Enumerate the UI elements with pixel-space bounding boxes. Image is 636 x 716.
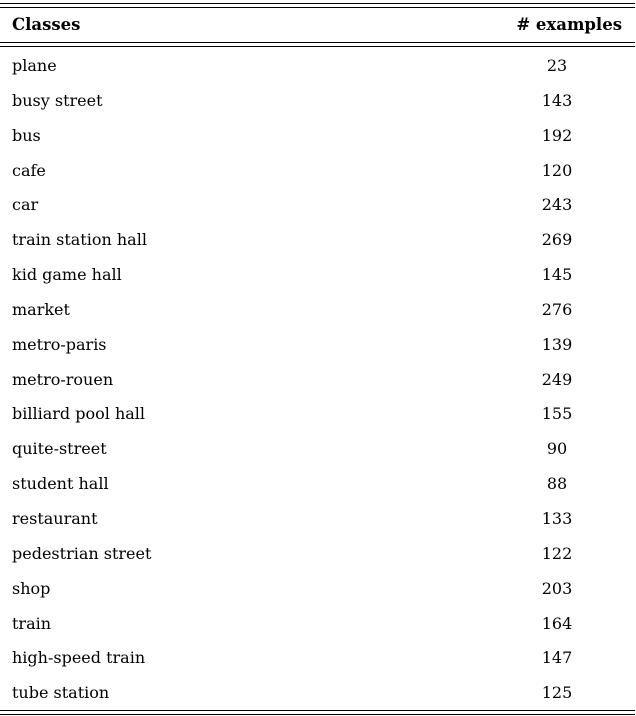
table-row — [0, 467, 635, 502]
example-count-cell: 133 — [541, 508, 573, 528]
example-count-cell: 192 — [541, 125, 573, 145]
class-name-cell: car — [12, 195, 39, 215]
table-row — [0, 119, 635, 154]
top-rule-outer — [0, 3, 635, 4]
example-count-cell: 125 — [541, 683, 573, 703]
table-row — [0, 223, 635, 258]
table-row — [0, 154, 635, 189]
bottom-rule-outer — [0, 710, 635, 711]
class-name-cell: restaurant — [12, 508, 98, 528]
table-row — [0, 676, 635, 711]
example-count-cell: 122 — [541, 543, 573, 563]
table-row — [0, 363, 635, 398]
class-name-cell: busy street — [12, 90, 103, 110]
table-row — [0, 502, 635, 537]
class-name-cell: plane — [12, 56, 57, 75]
table-row — [0, 641, 635, 676]
table-row — [0, 49, 635, 84]
example-count-cell: 243 — [541, 195, 573, 215]
class-name-cell: train station hall — [12, 230, 147, 250]
table-row — [0, 397, 635, 432]
header-classes: Classes — [12, 15, 81, 34]
class-name-cell: bus — [12, 125, 41, 145]
example-count-cell: 249 — [541, 369, 573, 389]
class-name-cell: shop — [12, 578, 51, 598]
example-count-cell: 276 — [541, 299, 573, 319]
example-count-cell: 90 — [546, 439, 568, 459]
top-rule-inner — [0, 7, 635, 8]
table-row — [0, 607, 635, 642]
example-count-cell: 143 — [541, 90, 573, 110]
class-name-cell: tube station — [12, 683, 110, 703]
table-body — [0, 49, 635, 711]
table-row — [0, 537, 635, 572]
class-name-cell: kid game hall — [12, 265, 122, 285]
example-count-cell: 120 — [541, 160, 573, 180]
class-name-cell: pedestrian street — [12, 543, 152, 563]
class-name-cell: train — [12, 613, 52, 633]
example-count-cell: 164 — [541, 613, 573, 633]
example-count-cell: 269 — [541, 230, 573, 250]
example-count-cell: 145 — [541, 265, 573, 285]
example-count-cell: 139 — [541, 334, 573, 354]
table-row — [0, 293, 635, 328]
class-name-cell: quite-street — [12, 439, 107, 459]
example-count-cell: 203 — [541, 578, 573, 598]
class-name-cell: student hall — [12, 474, 109, 494]
table-row — [0, 258, 635, 293]
table-row — [0, 328, 635, 363]
example-count-cell: 155 — [541, 404, 573, 424]
header-rule-outer — [0, 42, 635, 43]
class-name-cell: cafe — [12, 160, 46, 180]
table-row — [0, 188, 635, 223]
example-count-cell: 23 — [546, 56, 568, 75]
header-rule-inner — [0, 46, 635, 47]
class-name-cell: market — [12, 299, 70, 319]
class-name-cell: metro-paris — [12, 334, 107, 354]
table-row — [0, 432, 635, 467]
class-name-cell: billiard pool hall — [12, 404, 146, 424]
class-name-cell: high-speed train — [12, 648, 146, 668]
class-name-cell: metro-rouen — [12, 369, 114, 389]
table-row — [0, 572, 635, 607]
example-count-cell: 147 — [541, 648, 573, 668]
table-header — [0, 9, 635, 42]
header-examples: # examples — [516, 15, 622, 34]
table-row — [0, 84, 635, 119]
example-count-cell: 88 — [546, 474, 568, 494]
bottom-rule-inner — [0, 714, 635, 715]
